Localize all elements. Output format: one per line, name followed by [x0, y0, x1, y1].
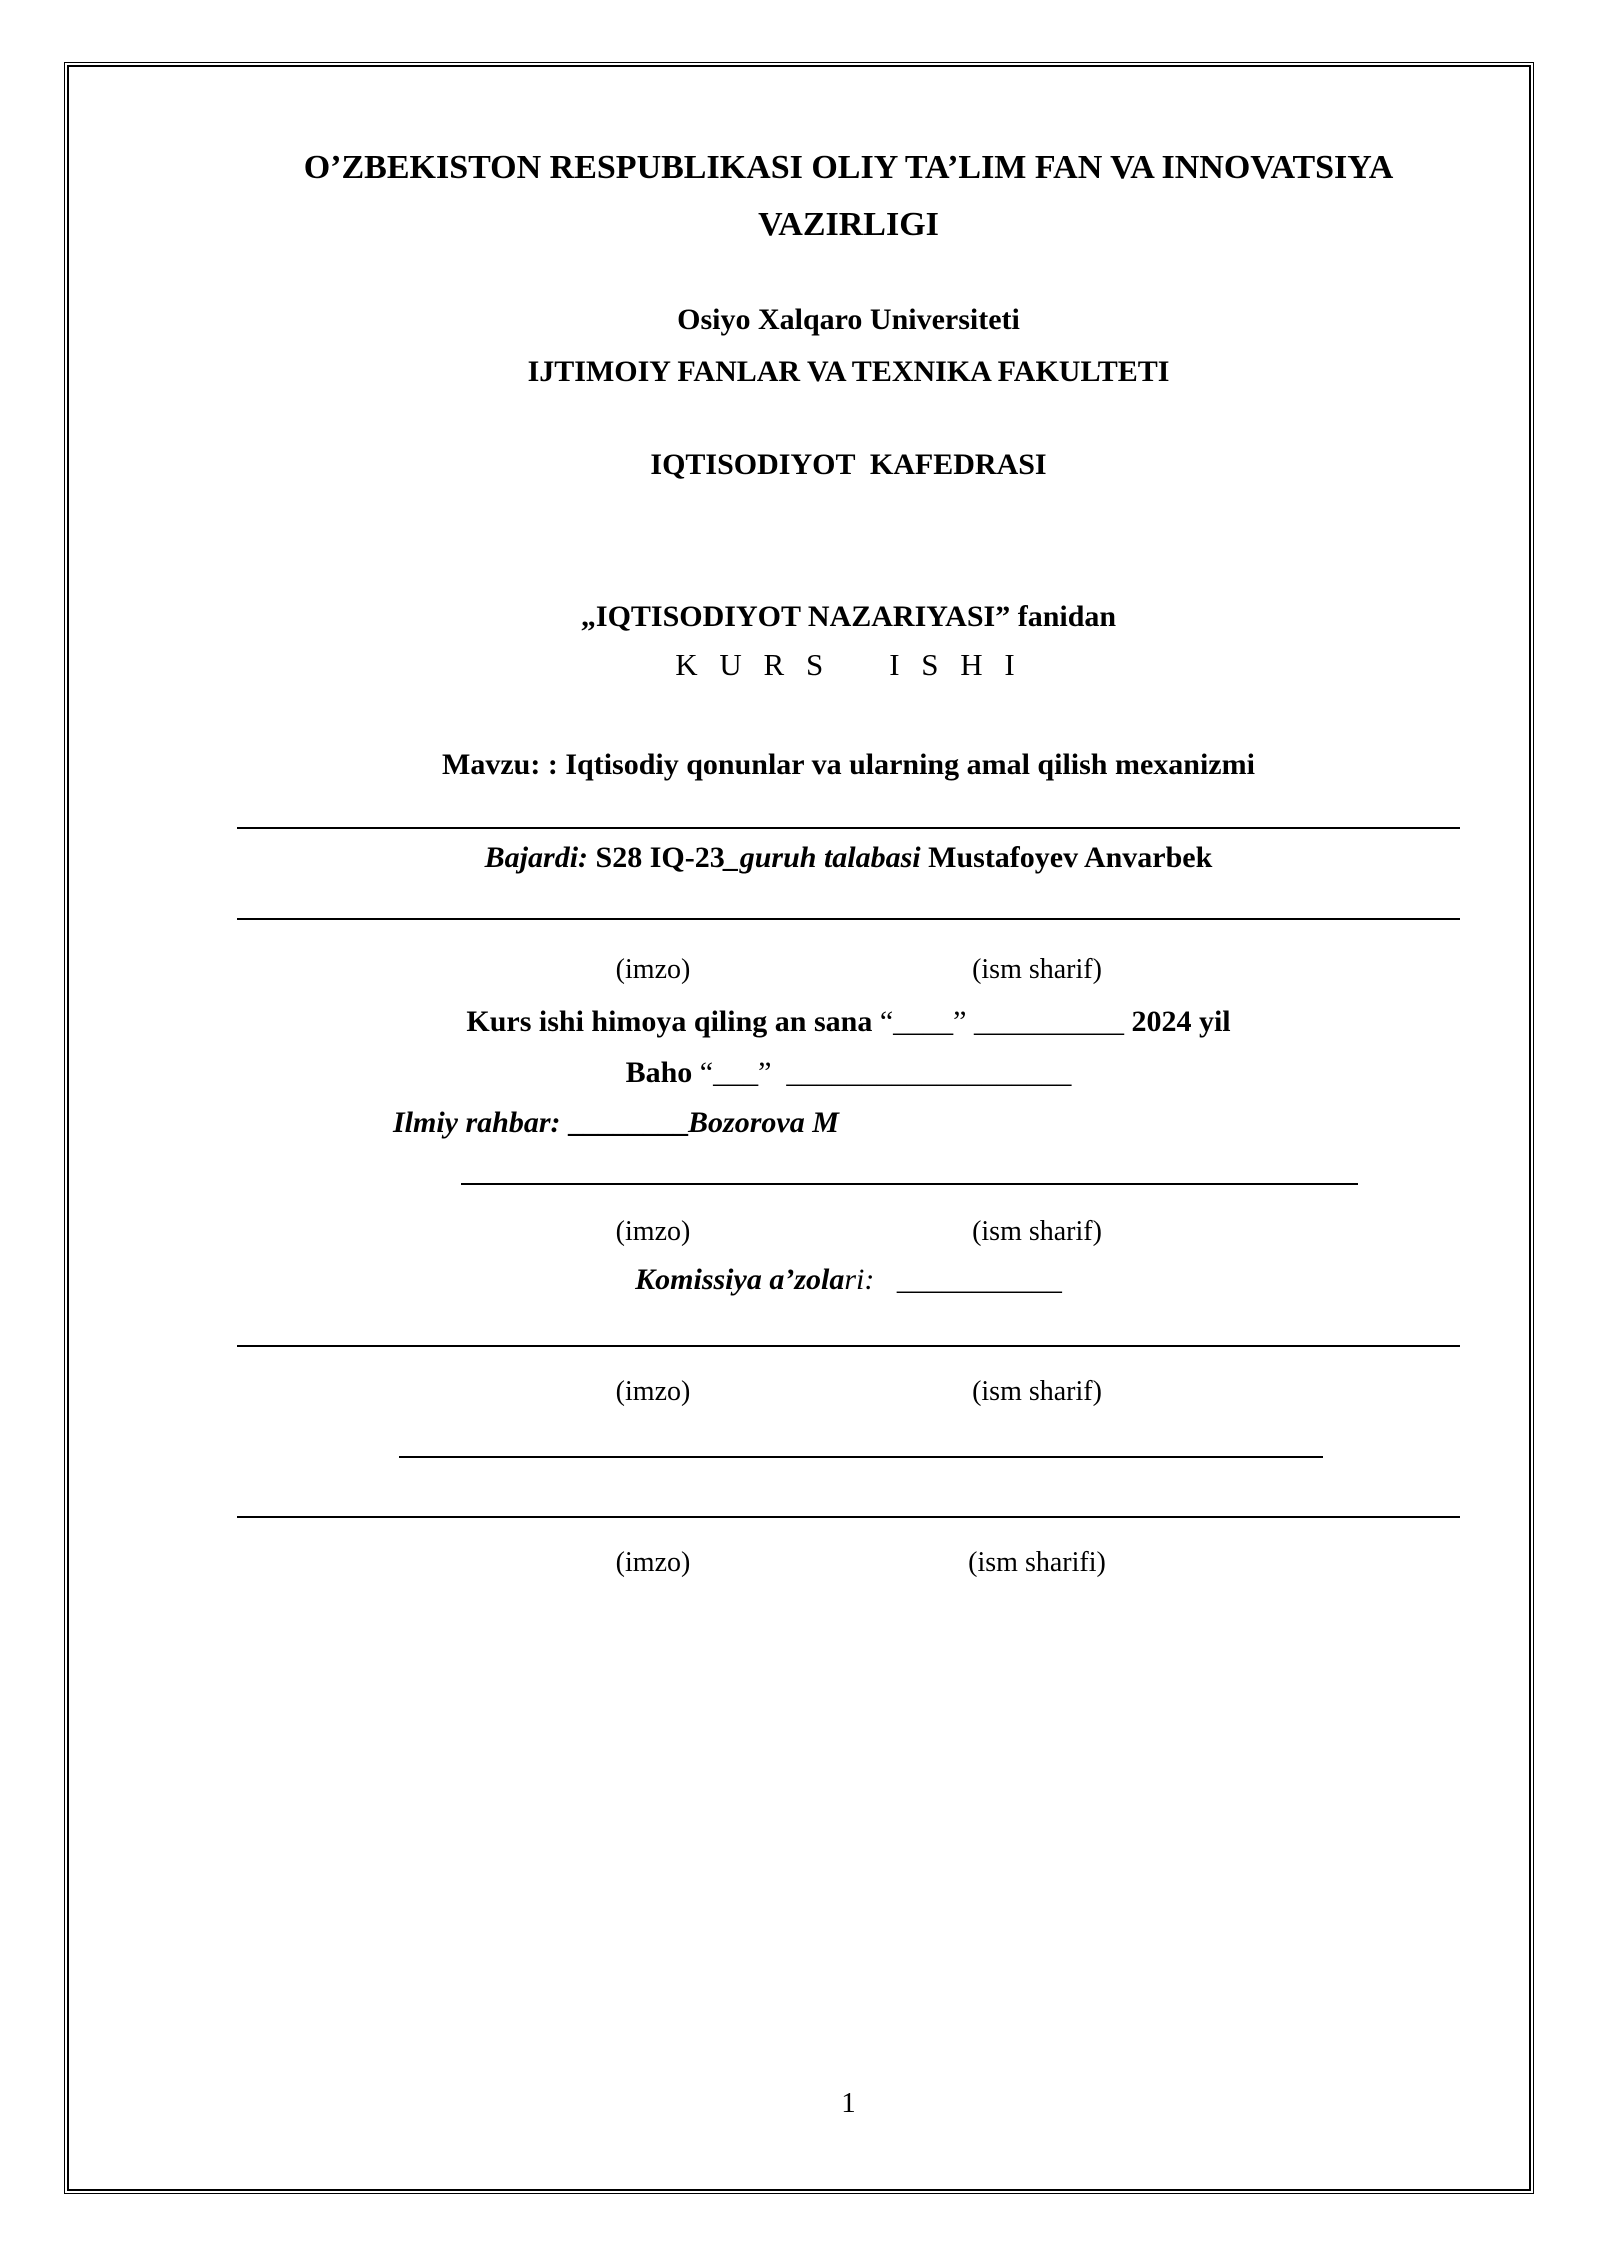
grade-quoted-blank: “___” — [699, 1056, 772, 1089]
signature-line — [461, 1183, 1358, 1185]
grade-blank: ___________________ — [771, 1056, 1072, 1089]
advisor-label: Ilmiy rahbar: — [393, 1106, 569, 1139]
defense-label: Kurs ishi himoya qiling an sana — [466, 1005, 880, 1038]
department-name: IQTISODIYOT KAFEDRASI — [650, 448, 1047, 481]
imzo-caption: (imzo) — [615, 1376, 691, 1407]
imzo-caption: (imzo) — [615, 1216, 691, 1247]
faculty-name: IJTIMOIY FANLAR VA TEXNIKA FAKULTETI — [527, 355, 1170, 388]
university-name: Osiyo Xalqaro Universiteti — [677, 303, 1020, 336]
commission-label-tail: ri: — [844, 1263, 882, 1296]
ism-sharif-caption: (ism sharif) — [972, 1216, 1102, 1247]
subject-line: „IQTISODIYOT NAZARIYASI” fanidan — [580, 600, 1117, 633]
signature-line — [237, 827, 1460, 829]
performer-label: Bajardi: — [484, 841, 596, 874]
signature-line — [237, 918, 1460, 920]
ism-sharif-caption: (ism sharif) — [972, 1376, 1102, 1407]
performer-name: Mustafoyev Anvarbek — [928, 841, 1213, 874]
work-type: K U R S I S H I — [675, 647, 1022, 682]
commission-line — [237, 1258, 1460, 1302]
advisor-name: Bozorova M — [688, 1106, 839, 1139]
signature-line — [399, 1456, 1323, 1458]
topic-line: Mavzu: : Iqtisodiy qonunlar va ularning amal qilish mexanizmi — [442, 748, 1255, 781]
page-number: 1 — [841, 2087, 856, 2119]
commission-label: Komissiya a’zola — [635, 1263, 845, 1296]
performer-group: S28 IQ-23 — [595, 841, 725, 874]
imzo-caption: (imzo) — [615, 1547, 691, 1578]
signature-line — [237, 1516, 1460, 1518]
defense-year: 2024 yil — [1131, 1005, 1231, 1038]
performer-line — [237, 836, 1460, 880]
ism-sharifi-caption: (ism sharifi) — [968, 1547, 1106, 1578]
advisor-line — [237, 1101, 1460, 1145]
performer-group-suffix: _guruh talabasi — [724, 841, 929, 874]
defense-date-blank: “____” — [879, 1005, 974, 1038]
commission-blank: ___________ — [881, 1263, 1062, 1296]
imzo-caption: (imzo) — [615, 954, 691, 985]
grade-line — [237, 1051, 1460, 1095]
signature-line — [237, 1345, 1460, 1347]
grade-label: Baho — [625, 1056, 700, 1089]
defense-month-blank: __________ — [973, 1005, 1132, 1038]
defense-date-line — [237, 1000, 1460, 1044]
ministry-title-line2: VAZIRLIGI — [758, 206, 939, 243]
page-content — [237, 0, 1460, 2262]
ministry-title-line1: O’ZBEKISTON RESPUBLIKASI OLIY TA’LIM FAN VA INNOVATSIYA — [303, 149, 1394, 186]
ism-sharif-caption: (ism sharif) — [972, 954, 1102, 985]
advisor-blank: ________ — [568, 1106, 689, 1139]
